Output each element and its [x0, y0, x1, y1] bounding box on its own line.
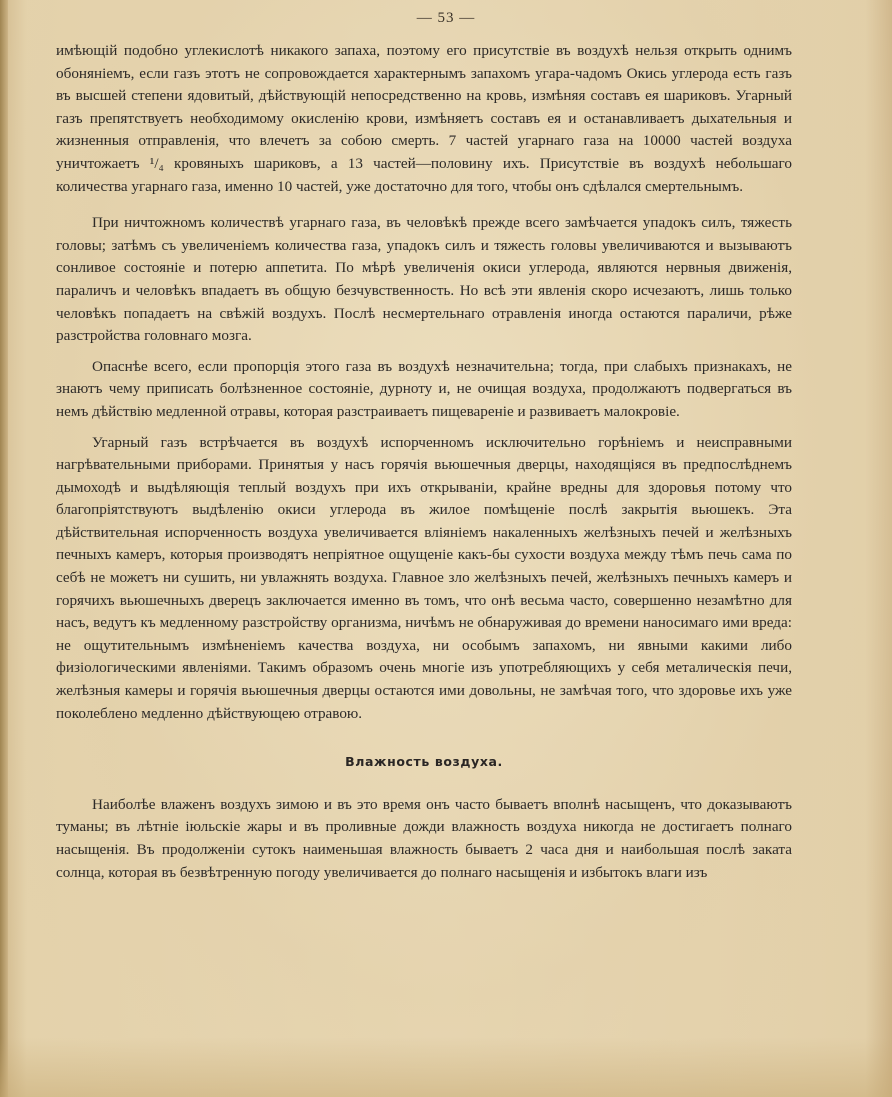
- paragraph-4: Угарный газъ встрѣчается въ воздухѣ испорченномъ исключительно горѣніемъ и неисправными нагрѣвательными приборами. Принятыя у насъ горячія вьюшечныя дверцы, находящіяся въ предпослѣднемъ дымоходѣ и выдѣляющія теплый воздухъ при ихъ открываніи, крайне вредны для здоровья потому что благопріятствуютъ выдѣленію окиси углерода въ жилое помѣщеніе послѣ закрытія вьюшекъ. Эта дѣйствительная испорченность воздуха увеличивается вліяніемъ накаленныхъ желѣзныхъ печей и желѣзныхъ печныхъ камеръ, которыя производятъ непріятное ощущеніе какъ-бы сухости воздуха между тѣмъ печь сама по себѣ не можетъ ни сушить, ни увлажнять воздуха. Главное зло желѣзныхъ печей, желѣзныхъ печныхъ камеръ и горячихъ вьюшечныхъ дверецъ заключается именно въ томъ, что онѣ весьма часто, совершенно незамѣтно для насъ, ведутъ къ медленному разстройству организма, ничѣмъ не обнаруживая до времени наносимаго ими вреда: не ощутительнымъ измѣненіемъ качества воздуха, ни особымъ запахомъ, ни явными какими либо физіологическими явленіями. Такимъ образомъ очень многіе изъ употребляющихъ у себя металическія печи, желѣзныя камеры и горячія вьюшечныя дверцы остаются ими довольны, не замѣчая того, что здоровье ихъ уже поколеблено медленно дѣйствующею отравою.: [56, 433, 792, 722]
- paragraph-2: При ничтожномъ количествѣ угарнаго газа, въ человѣкѣ прежде всего замѣчается упадокъ силъ, тяжесть головы; затѣмъ съ увеличеніемъ количества газа, упадокъ силъ и тяжесть головы увеличиваются и вызываютъ сонливое состояніе и потерю аппетита. По мѣрѣ увеличенія окиси углерода, являются нервныя движенія, параличъ и человѣкъ впадаетъ въ общую безчувственность. Но всѣ эти явленія скоро исчезаютъ, лишь только человѣкъ попадаетъ на свѣжій воздухъ. Послѣ несмертельнаго отравленія иногда остаются параличи, рѣже разстройства головнаго мозга.: [56, 214, 792, 345]
- section-paragraph: Наиболѣе влаженъ воздухъ зимою и въ это время онъ часто бываетъ вполнѣ насыщенъ, что доказываютъ туманы; въ лѣтніе іюльскіе жары и въ проливные дожди влажность воздуха никогда не достигаетъ полнаго насыщенія. Въ продолженіи сутокъ наименьшая влажность бываетъ 2 часа дня и наибольшая послѣ заката солнца, которая въ безвѣтренную погоду увеличивается до полнаго насыщенія и избытокъ влаги изъ: [56, 795, 792, 881]
- paragraph-3: Опаснѣе всего, если пропорція этого газа въ воздухѣ незначительна; тогда, при слабыхъ признакахъ, не знаютъ чему приписать болѣзненное состояніе, дурноту и, не очищая воздуха, продолжаютъ подвергаться въ немъ дѣйствію медленной отравы, которая разстраиваетъ пищевареніе и развиваетъ малокровіе.: [56, 357, 792, 420]
- page-number: — 53 —: [416, 10, 476, 26]
- section-heading: Влажность воздуха.: [345, 754, 503, 770]
- page-body: [56, 40, 792, 884]
- paragraph-1: имѣющій подобно углекислотѣ никакого запаха, поэтому его присутствіе въ воздухѣ нельзя открыть однимъ обоняніемъ, если газъ этотъ не сопровождается характернымъ запахомъ угара-чадомъ Окись углерода есть газъ въ высшей степени ядовитый, дѣйствующій непосредственно на кровь, измѣняя составъ ея шариковъ. Угарный газъ препятствуетъ необходимому окисленію крови, измѣняетъ составъ ея и останавливаетъ дыхательныя и жизненныя отправленія, что влечетъ за собою смерть. 7 частей угарнаго газа на 10000 частей воздуха уничтожаетъ ¹/₄ кровяныхъ шариковъ, а 13 частей—половину ихъ. Присутствіе въ воздухѣ небольшаго количества угарнаго газа, именно 10 частей, уже достаточно для того, чтобы онъ сдѣлался смертельнымъ.: [56, 42, 792, 195]
